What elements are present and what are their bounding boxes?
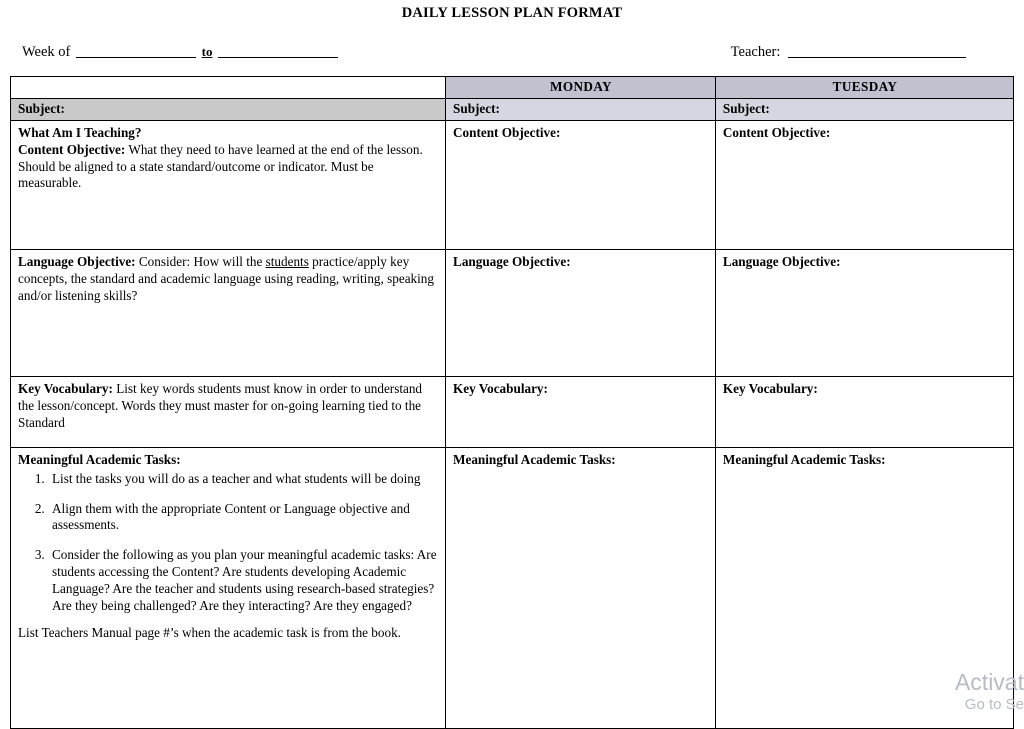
what-am-i-teaching-label: What Am I Teaching? xyxy=(18,124,142,140)
academic-tasks-monday[interactable]: Meaningful Academic Tasks: xyxy=(446,447,716,728)
column-header-tuesday: TUESDAY xyxy=(715,77,1013,99)
list-item: 2. Align them with the appropriate Content or Language objective and assessments. xyxy=(48,501,439,535)
watermark-line-2: Go to Se xyxy=(964,696,1024,713)
page-title: DAILY LESSON PLAN FORMAT xyxy=(401,5,623,21)
academic-tasks-guidance xyxy=(11,447,446,728)
column-header-monday: MONDAY xyxy=(446,77,716,99)
content-objective-guidance xyxy=(11,120,446,249)
table-row-subject xyxy=(11,98,1014,120)
subject-label-monday[interactable]: Subject: xyxy=(446,98,716,120)
academic-tasks-list xyxy=(18,471,439,615)
key-vocabulary-description: List key words students must know in order to understand the lesson/concept. Words they must master for on-going learning tied to the Standard xyxy=(18,380,423,430)
content-objective-description: What they need to have learned at the end of the lesson. Should be aligned to a state standard/outcome or indicator. Must be measurable. xyxy=(18,141,423,191)
lesson-plan-table xyxy=(10,76,1014,729)
key-vocabulary-monday[interactable]: Key Vocabulary: xyxy=(446,376,716,447)
header-blank-cell xyxy=(11,77,446,99)
key-vocabulary-label: Key Vocabulary: xyxy=(18,380,113,396)
key-vocabulary-tuesday[interactable]: Key Vocabulary: xyxy=(715,376,1013,447)
subject-label-col1: Subject: xyxy=(11,98,446,120)
language-objective-text-b: practice/apply key concepts, the standard and academic language using reading, writing, speaking and/or listening skills? xyxy=(18,253,434,303)
academic-tasks-label: Meaningful Academic Tasks: xyxy=(18,451,181,467)
week-of-label: Week of xyxy=(22,44,71,60)
lesson-plan-page xyxy=(0,5,1024,719)
week-end-blank[interactable] xyxy=(218,44,338,58)
meta-row xyxy=(0,38,1024,72)
language-objective-label: Language Objective: xyxy=(18,253,136,269)
week-of-field xyxy=(22,44,340,61)
content-objective-label: Content Objective: xyxy=(18,141,126,157)
language-objective-text-a: Consider: How will the xyxy=(135,253,266,269)
teacher-field xyxy=(731,44,966,61)
list-item: 1. List the tasks you will do as a teacher and what students will be doing xyxy=(48,471,439,488)
academic-tasks-footnote: List Teachers Manual page #’s when the academic task is from the book. xyxy=(18,624,401,640)
list-item: 3. Consider the following as you plan your meaningful academic tasks: Are students accessing the Content? Are students developing Academic Language? Are the teacher and students using research-based strategies? Are they being challenged? Are they interacting? Are they engaged? xyxy=(48,547,439,615)
table-row-content-objective xyxy=(11,120,1014,249)
key-vocabulary-guidance xyxy=(11,376,446,447)
to-label: to xyxy=(201,44,213,59)
academic-tasks-tuesday[interactable]: Meaningful Academic Tasks: xyxy=(715,447,1013,728)
week-start-blank[interactable] xyxy=(76,44,196,58)
teacher-label: Teacher: xyxy=(730,44,781,60)
language-objective-monday[interactable]: Language Objective: xyxy=(446,249,716,376)
table-header-row xyxy=(11,77,1014,99)
table-row-key-vocabulary xyxy=(11,376,1014,447)
table-row-academic-tasks xyxy=(11,447,1014,728)
teacher-name-blank[interactable] xyxy=(788,44,966,58)
subject-label-tuesday[interactable]: Subject: xyxy=(715,98,1013,120)
content-objective-monday[interactable]: Content Objective: xyxy=(446,120,716,249)
language-objective-guidance xyxy=(11,249,446,376)
content-objective-tuesday[interactable]: Content Objective: xyxy=(715,120,1013,249)
watermark-line-1: Activat xyxy=(954,669,1024,695)
table-row-language-objective xyxy=(11,249,1014,376)
language-objective-tuesday[interactable]: Language Objective: xyxy=(715,249,1013,376)
students-link[interactable]: students xyxy=(265,253,309,269)
